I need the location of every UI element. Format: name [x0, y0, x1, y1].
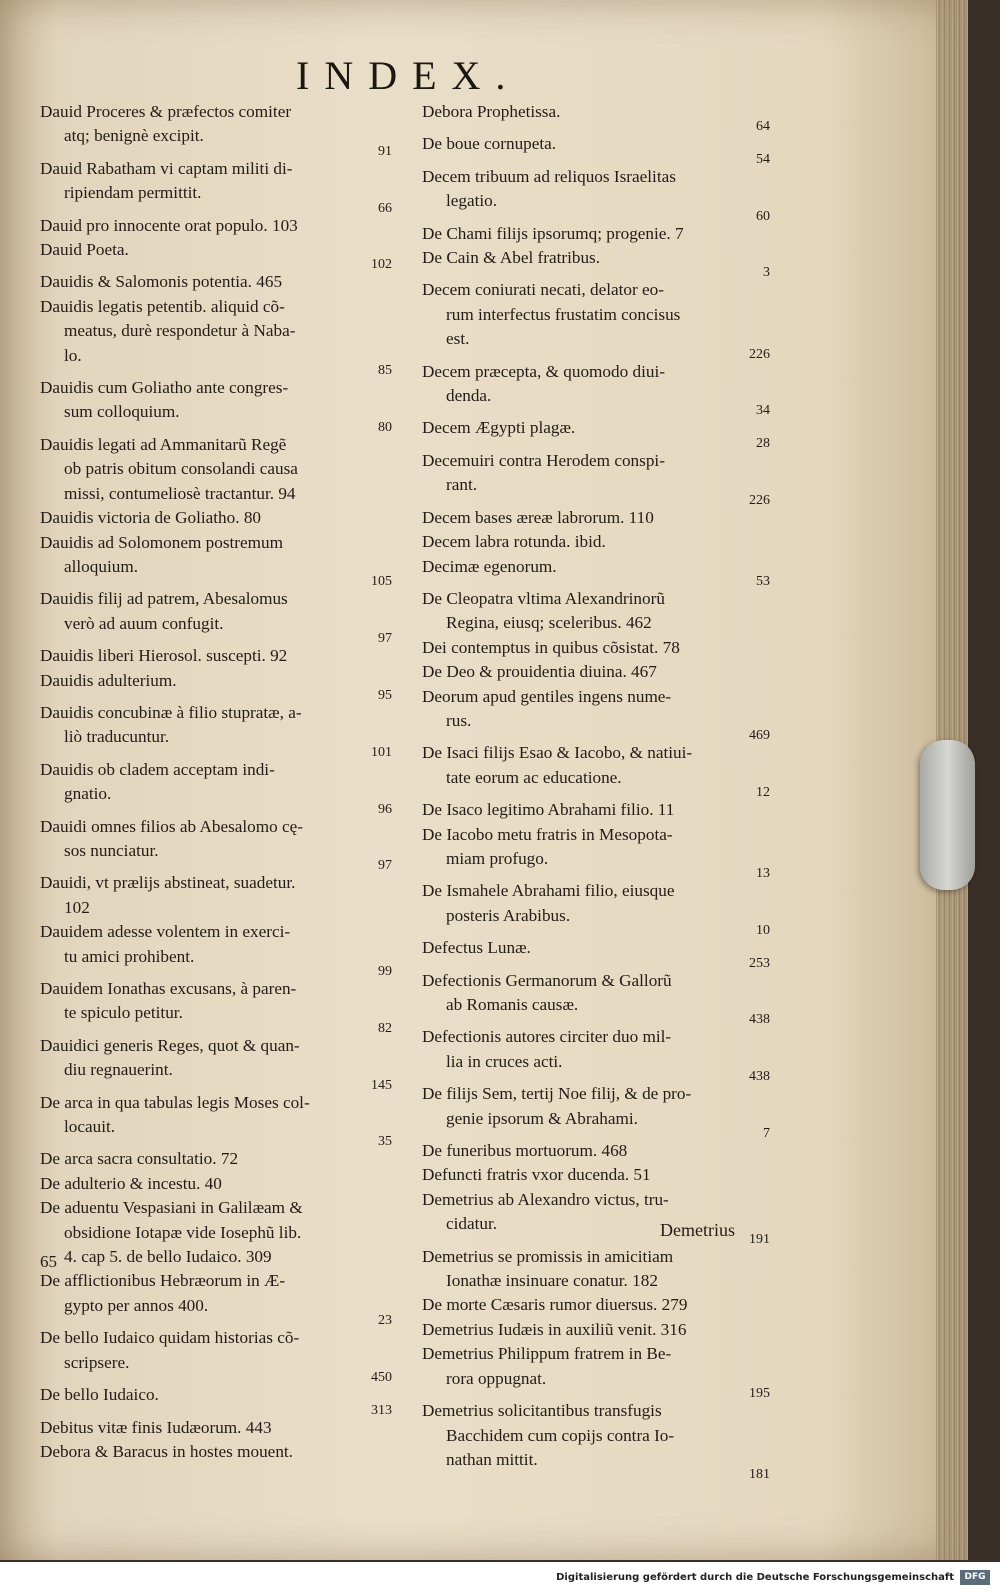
entry-page-number: 95 [378, 687, 392, 703]
index-entry [40, 506, 392, 530]
entry-page-number: 80 [378, 419, 392, 435]
entry-line: De Isaco legitimo Abrahami filio. 11 [422, 800, 675, 820]
entry-line: rus. [446, 710, 472, 730]
entry-line: locauit. [64, 1117, 116, 1137]
index-entry [422, 416, 770, 451]
index-entry [40, 1416, 392, 1440]
index-entry [40, 1196, 392, 1269]
entry-line: rum interfectus frustatim concisus [446, 304, 681, 324]
entry-line: sos nunciatur. [64, 840, 159, 860]
entry-line: Decem Ægypti plagæ. [422, 418, 576, 438]
entry-page-number: 450 [371, 1370, 392, 1386]
entry-page-number: 66 [378, 200, 392, 216]
entry-line: sum colloquium. [64, 402, 180, 422]
entry-line: Dauidis cum Goliatho ante congres- [40, 378, 289, 398]
entry-line: te spiculo petitur. [64, 1003, 183, 1023]
entry-line: De morte Cæsaris rumor diuersus. 279 [422, 1295, 688, 1315]
entry-line: rora oppugnat. [446, 1368, 547, 1388]
entry-line: 4. cap 5. de bello Iudaico. 309 [64, 1247, 272, 1267]
entry-page-number: 64 [756, 119, 770, 135]
entry-page-number: 145 [371, 1077, 392, 1093]
index-entry [40, 1383, 392, 1418]
entry-line: lo. [64, 345, 82, 365]
entry-line: De bello Iudaico quidam historias cõ- [40, 1328, 300, 1348]
entry-page-number: 97 [378, 631, 392, 647]
entry-line: Decem coniurati necati, delator eo- [422, 280, 664, 300]
index-entry [40, 1269, 392, 1329]
entry-line: De Deo & prouidentia diuina. 467 [422, 662, 657, 682]
entry-line: De boue cornupeta. [422, 134, 557, 154]
entry-line: De Iacobo metu fratris in Mesopota- [422, 824, 673, 844]
index-entry [422, 506, 770, 530]
entry-line: genie ipsorum & Abrahami. [446, 1108, 638, 1128]
index-entry [40, 238, 392, 273]
entry-page-number: 102 [371, 257, 392, 273]
index-entry [40, 1147, 392, 1171]
entry-page-number: 181 [749, 1467, 770, 1483]
entry-line: Dauidis filij ad patrem, Abesalomus [40, 589, 288, 609]
index-entry [422, 1025, 770, 1085]
index-entry [40, 376, 392, 433]
entry-line: ab Romanis causæ. [446, 995, 579, 1014]
entry-line: De funeribus mortuorum. 468 [422, 1141, 628, 1161]
index-entry [40, 587, 392, 647]
entry-page-number: 23 [378, 1313, 392, 1329]
entry-line: Decemuiri contra Herodem conspi- [422, 450, 665, 470]
index-entry [422, 741, 770, 801]
index-entry [422, 360, 770, 417]
entry-page-number: 34 [756, 403, 770, 419]
entry-page-number: 191 [749, 1231, 770, 1247]
entry-line: Dauidis victoria de Goliatho. 80 [40, 508, 262, 528]
index-entry [40, 1172, 392, 1196]
entry-page-number: 438 [749, 1069, 770, 1085]
entry-line: alloquium. [64, 556, 138, 576]
entry-line: lia in cruces acti. [446, 1051, 563, 1071]
index-entry [422, 222, 770, 246]
entry-line: Debitus vitæ finis Iudæorum. 443 [40, 1417, 272, 1437]
index-entry [40, 644, 392, 668]
index-entry [422, 936, 770, 971]
entry-page-number: 10 [756, 923, 770, 939]
entry-line: Demetrius Philippum fratrem in Be- [422, 1344, 672, 1364]
index-entry [422, 132, 770, 167]
index-column-left [40, 100, 392, 1464]
entry-line: gypto per annos 400. [64, 1295, 209, 1315]
index-entry [40, 815, 392, 872]
entry-page-number: 3 [763, 265, 770, 281]
index-entry [40, 100, 392, 157]
entry-line: De Isaci filijs Esao & Iacobo, & natiui- [422, 743, 693, 763]
entry-line: Dauidi, vt prælijs abstineat, suadetur. [40, 873, 296, 893]
entry-line: verò ad auum confugit. [64, 613, 224, 633]
entry-line: meatus, durè respondetur à Naba- [64, 321, 296, 341]
index-entry [422, 587, 770, 636]
entry-line: Demetrius ab Alexandro victus, tru- [422, 1189, 669, 1209]
entry-page-number: 12 [756, 785, 770, 801]
index-entry [40, 701, 392, 758]
index-entry [422, 1245, 770, 1294]
index-entry [422, 1163, 770, 1187]
index-entry [422, 823, 770, 880]
entry-page-number: 7 [763, 1126, 770, 1142]
entry-page-number: 97 [378, 858, 392, 874]
entry-line: tu amici prohibent. [64, 946, 195, 966]
entry-line: De Cain & Abel fratribus. [422, 248, 601, 268]
entry-page-number: 91 [378, 143, 392, 159]
entry-line: missi, contumeliosè tractantur. 94 [64, 483, 296, 503]
entry-line: Deorum apud gentiles ingens nume- [422, 686, 672, 706]
entry-line: Ionathæ insinuare conatur. 182 [446, 1271, 658, 1291]
entry-page-number: 101 [371, 744, 392, 760]
index-entry [40, 531, 392, 588]
entry-line: Demetrius se promissis in amicitiam [422, 1246, 674, 1266]
page-header: INDEX. [296, 53, 521, 98]
entry-line: Dauidis adulterium. [40, 670, 177, 690]
entry-line: Decimæ egenorum. [422, 556, 557, 576]
index-entry [422, 530, 770, 554]
entry-line: Decem præcepta, & quomodo diui- [422, 361, 665, 381]
entry-line: miam profugo. [446, 848, 549, 868]
index-entry [40, 871, 392, 920]
entry-line: tate eorum ac educatione. [446, 767, 622, 787]
entry-line: est. [446, 329, 470, 349]
entry-page-number: 438 [749, 1012, 770, 1028]
index-entry [422, 969, 770, 1026]
entry-line: De adulterio & incestu. 40 [40, 1173, 222, 1193]
entry-line: 102 [64, 897, 90, 917]
entry-line: Defectionis autores circiter duo mil- [422, 1027, 672, 1047]
index-entry [422, 278, 770, 362]
index-entry [422, 1399, 770, 1483]
entry-page-number: 60 [756, 208, 770, 224]
index-entry [422, 1082, 770, 1142]
entry-line: obsidione Iotapæ vide Iosephũ lib. [64, 1222, 302, 1242]
page-number: 65 [40, 1252, 57, 1271]
index-entry [422, 685, 770, 742]
index-entry [422, 1342, 770, 1402]
entry-line: Defectionis Germanorum & Gallorũ [422, 970, 672, 990]
entry-page-number: 96 [378, 801, 392, 817]
entry-page-number: 99 [378, 964, 392, 979]
entry-page-number: 253 [749, 955, 770, 971]
entry-line: Dauid Poeta. [40, 240, 129, 260]
entry-line: Defuncti fratris vxor ducenda. 51 [422, 1165, 651, 1185]
dfg-logo: DFG [960, 1570, 990, 1585]
entry-page-number: 195 [749, 1386, 770, 1402]
index-entry [422, 1318, 770, 1342]
entry-line: ob patris obitum consolandi causa [64, 459, 298, 479]
entry-line: De afflictionibus Hebræorum in Æ- [40, 1271, 286, 1291]
entry-line: De Chami filijs ipsorumq; progenie. 7 [422, 223, 684, 243]
entry-line: gnatio. [64, 784, 112, 804]
index-entry [40, 1091, 392, 1148]
index-entry [40, 433, 392, 506]
entry-line: Decem tribuum ad reliquos Israelitas [422, 166, 676, 186]
entry-line: ripiendam permittit. [64, 183, 202, 203]
entry-page-number: 469 [749, 728, 770, 744]
entry-page-number: 28 [756, 435, 770, 451]
entry-line: Dauid pro innocente orat populo. 103 [40, 215, 298, 235]
index-entry [422, 555, 770, 587]
index-entry [422, 798, 770, 822]
entry-line: atq; benignè excipit. [64, 126, 204, 146]
entry-page-number: 226 [749, 492, 770, 508]
entry-line: Dauidis liberi Hierosol. suscepti. 92 [40, 646, 288, 666]
entry-line: Defectus Lunæ. [422, 938, 531, 958]
entry-page-number: 53 [756, 573, 770, 589]
entry-line: De filijs Sem, tertij Noe filij, & de pro- [422, 1084, 692, 1104]
entry-line: nathan mittit. [446, 1449, 538, 1469]
index-entry [40, 758, 392, 815]
digitization-footer [0, 1562, 1000, 1595]
index-entry [422, 165, 770, 222]
entry-line: diu regnauerint. [64, 1060, 173, 1080]
index-entry [40, 1440, 392, 1464]
index-entry [422, 660, 770, 684]
index-entry [40, 1326, 392, 1386]
entry-line: Dauid Rabatham vi captam militi di- [40, 158, 293, 178]
entry-line: Dauidis legati ad Ammanitarũ Regẽ [40, 434, 287, 454]
entry-line: De arca in qua tabulas legis Moses col- [40, 1092, 310, 1112]
entry-line: Bacchidem cum copijs contra Io- [446, 1425, 675, 1445]
entry-line: Dauidis legatis petentib. aliquid cõ- [40, 296, 285, 316]
entry-line: Dauidem Ionathas excusans, à paren- [40, 979, 297, 998]
index-entry [422, 636, 770, 660]
entry-line: Dei contemptus in quibus cõsistat. 78 [422, 637, 680, 657]
entry-line: scripsere. [64, 1352, 130, 1372]
entry-line: De bello Iudaico. [40, 1385, 159, 1405]
index-entry [422, 879, 770, 939]
index-entry [422, 1293, 770, 1317]
entry-page-number: 226 [749, 346, 770, 362]
index-entry [422, 100, 770, 135]
entry-line: Dauidici generis Reges, quot & quan- [40, 1035, 300, 1055]
entry-line: Debora & Baracus in hostes mouent. [40, 1441, 293, 1461]
entry-page-number: 85 [378, 363, 392, 379]
catchword: Demetrius [660, 1220, 735, 1240]
index-entry [40, 977, 392, 1034]
index-column-right [422, 100, 770, 1483]
entry-line: Decem labra rotunda. ibid. [422, 532, 606, 552]
index-entry [40, 920, 392, 977]
entry-line: liò traducuntur. [64, 727, 170, 747]
entry-line: Decem bases æreæ labrorum. 110 [422, 507, 654, 527]
index-entry [422, 1139, 770, 1163]
entry-line: Dauid Proceres & præfectos comiter [40, 102, 292, 121]
entry-page-number: 54 [756, 151, 770, 167]
entry-line: Dauidis & Salomonis potentia. 465 [40, 272, 283, 292]
entry-line: Dauidis ad Solomonem postremum [40, 532, 283, 552]
entry-line: De arca sacra consultatio. 72 [40, 1149, 239, 1169]
footer-credit: Digitalisierung gefördert durch die Deutsche Forschungsgemeinschaft [556, 1572, 954, 1583]
bookmark-tab [920, 740, 975, 890]
index-entry [40, 669, 392, 701]
entry-line: Demetrius solicitantibus transfugis [422, 1401, 662, 1421]
entry-page-number: 105 [371, 574, 392, 590]
index-entry [40, 270, 392, 294]
entry-line: Regina, eiusq; sceleribus. 462 [446, 613, 652, 633]
entry-line: Dauidem adesse volentem in exerci- [40, 922, 291, 942]
entry-page-number: 13 [756, 866, 770, 882]
entry-line: Debora Prophetissa. [422, 102, 561, 121]
entry-line: Demetrius Iudæis in auxiliũ venit. 316 [422, 1319, 687, 1339]
index-entry [422, 246, 770, 281]
entry-line: denda. [446, 386, 492, 406]
index-entry [422, 449, 770, 506]
entry-page-number: 35 [378, 1134, 392, 1150]
entry-line: Dauidis ob cladem acceptam indi- [40, 759, 275, 779]
entry-line: posteris Arabibus. [446, 905, 571, 925]
entry-line: Dauidis concubinæ à filio stupratæ, a- [40, 702, 302, 722]
index-entry [40, 295, 392, 379]
entry-line: De aduentu Vespasiani in Galilæam & [40, 1198, 303, 1218]
entry-line: De Cleopatra vltima Alexandrinorũ [422, 588, 665, 608]
entry-line: De Ismahele Abrahami filio, eiusque [422, 881, 675, 901]
index-entry [40, 214, 392, 238]
entry-page-number: 82 [378, 1020, 392, 1036]
entry-line: rant. [446, 475, 478, 495]
entry-page-number: 313 [371, 1402, 392, 1418]
entry-line: Dauidi omnes filios ab Abesalomo cę- [40, 816, 304, 836]
index-entry [40, 1034, 392, 1091]
entry-line: legatio. [446, 191, 498, 211]
index-entry [40, 157, 392, 214]
entry-line: cidatur. [446, 1214, 498, 1234]
